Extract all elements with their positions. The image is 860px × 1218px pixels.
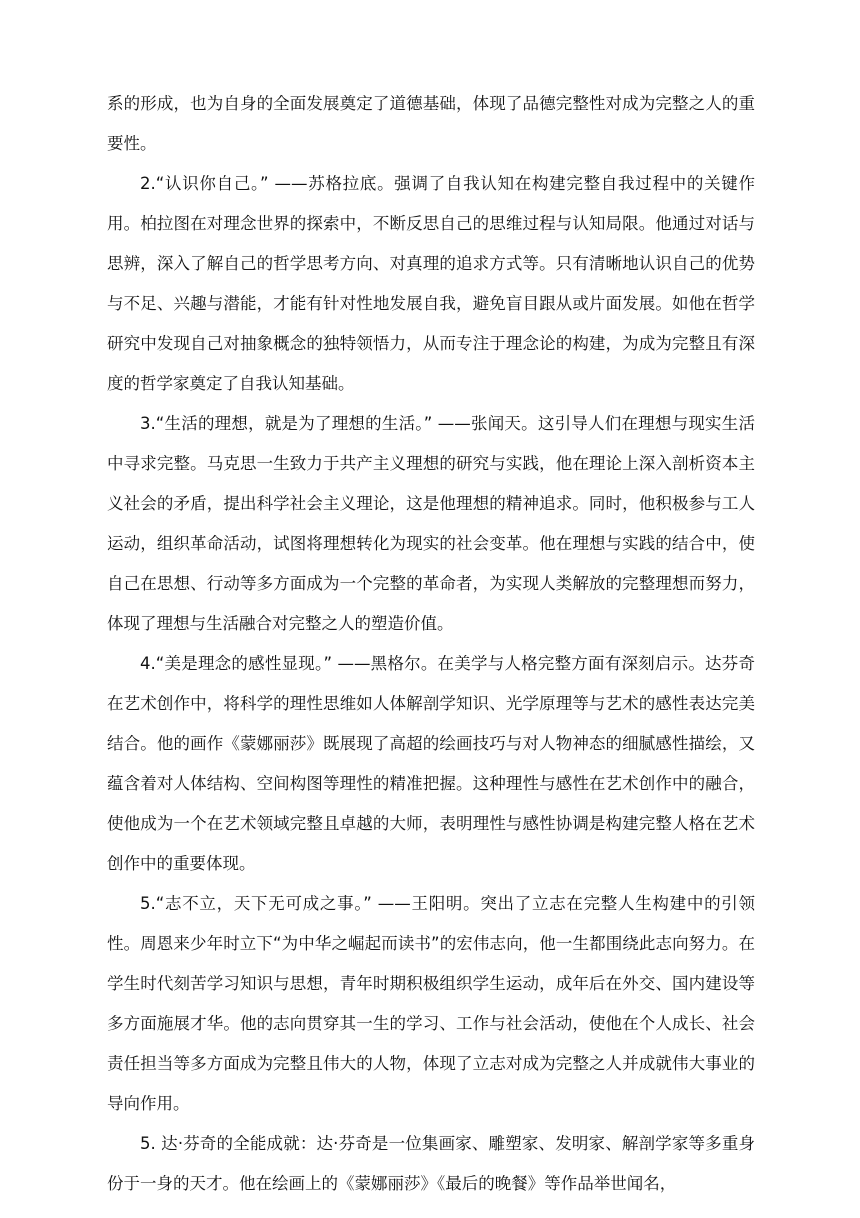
paragraph-socrates-quote: 2.“认识你自己。” ——苏格拉底。强调了自我认知在构建完整自我过程中的关键作用。柏拉图在对理念世界的探索中，不断反思自己的思维过程与认知局限。他通过对话与思辨，深入了解自己的哲学思考方向、对真理的追求方式等。只有清晰地认识自己的优势与不足、兴趣与潜能，才能有针对性地发展自我，避免盲目跟从或片面发展。如他在哲学研究中发现自己对抽象概念的独特领悟力，从而专注于理念论的构建，为成为完整且有深度的哲学家奠定了自我认知基础。 — [107, 174, 755, 393]
paragraph-da-vinci-achievements: 5. 达·芬奇的全能成就：达·芬奇是一位集画家、雕塑家、发明家、解剖学家等多重身份于一身的天才。他在绘画上的《蒙娜丽莎》《最后的晚餐》等作品举世闻名， — [107, 1134, 755, 1193]
paragraph-wang-yangming-quote: 5.“志不立，天下无可成之事。” ——王阳明。突出了立志在完整人生构建中的引领性。周恩来少年时立下“为中华之崛起而读书”的宏伟志向，他一生都围绕此志向努力。在学生时代刻苦学习知识与思想，青年时期积极组织学生运动，成年后在外交、国内建设等多方面施展才华。他的志向贯穿其一生的学习、工作与社会活动，使他在个人成长、社会责任担当等多方面成为完整且伟大的人物，体现了立志对成为完整之人并成就伟大事业的导向作用。 — [107, 894, 755, 1113]
paragraph-zhang-wentian-quote: 3.“生活的理想，就是为了理想的生活。” ——张闻天。这引导人们在理想与现实生活中寻求完整。马克思一生致力于共产主义理想的研究与实践，他在理论上深入剖析资本主义社会的矛盾，提出科学社会主义理论，这是他理想的精神追求。同时，他积极参与工人运动，组织革命活动，试图将理想转化为现实的社会变革。他在理想与实践的结合中，使自己在思想、行动等多方面成为一个完整的革命者，为实现人类解放的完整理想而努力，体现了理想与生活融合对完整之人的塑造价值。 — [107, 414, 755, 633]
document-page — [107, 84, 755, 1204]
paragraph-hegel-quote: 4.“美是理念的感性显现。” ——黑格尔。在美学与人格完整方面有深刻启示。达芬奇在艺术创作中，将科学的理性思维如人体解剖学知识、光学原理等与艺术的感性表达完美结合。他的画作《蒙娜丽莎》既展现了高超的绘画技巧与对人物神态的细腻感性描绘，又蕴含着对人体结构、空间构图等理性的精准把握。这种理性与感性在艺术创作中的融合，使他成为一个在艺术领域完整且卓越的大师，表明理性与感性协调是构建完整人格在艺术创作中的重要体现。 — [107, 654, 755, 873]
paragraph-continuation: 系的形成，也为自身的全面发展奠定了道德基础，体现了品德完整性对成为完整之人的重要性。 — [107, 94, 755, 153]
